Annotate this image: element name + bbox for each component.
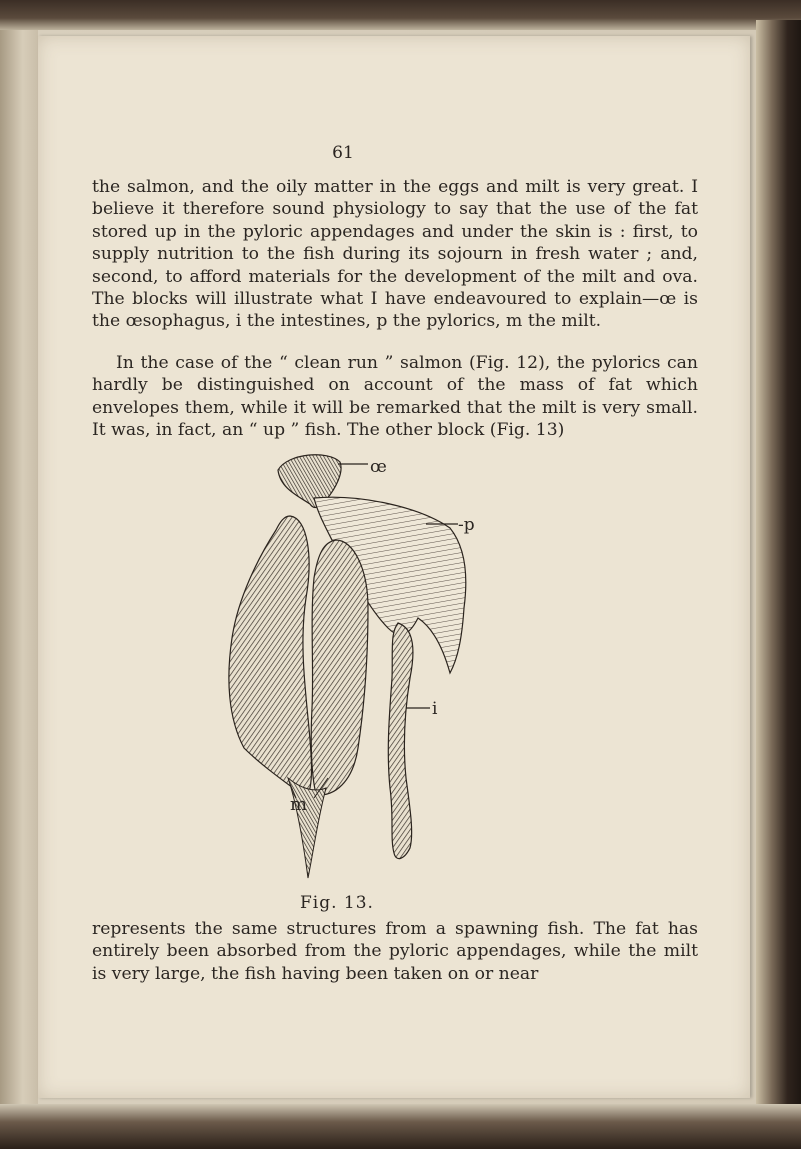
figure-illustration [218, 448, 488, 890]
paragraph-2 [92, 352, 698, 442]
label-milt: m [290, 794, 308, 815]
paragraph-3-text: represents the same structures from a spawning fish. The fat has entirely been absorbed from the pyloric appendages, while the milt is very large, the fish having been taken on or near [92, 919, 698, 984]
milt-left-lobe-shape [229, 516, 312, 798]
paragraph-2-text: In the case of the “ clean run ” salmon (Fig. 12), the pylorics can hardly be distinguished on account of the mass of fat which envelopes them, while it will be remarked that the milt is very small. It was, in fact, an “ up ” fish. The other block (Fig. 13) [92, 353, 698, 441]
book-bottom-edge [0, 1104, 801, 1149]
figure-13 [218, 448, 488, 890]
book-top-edge [0, 0, 801, 30]
book-left-gutter [0, 30, 38, 1104]
intestine-shape [388, 623, 413, 859]
paragraph-1-text: the salmon, and the oily matter in the eggs and milt is very great. I believe it therefore sound physiology to say that the use of the fat stored up in the pyloric appendages and under the skin is : first, to supply nutrition to the fish during its sojourn in fresh water ; and, second, to afford materials for the development of the milt and ova. The blocks will illustrate what I have endeavoured to explain—œ is the œsophagus, i the intestines, p the pylorics, m the milt. [92, 177, 698, 332]
paragraph-1 [92, 176, 698, 333]
label-oesophagus: œ [370, 457, 387, 477]
label-intestines: i [432, 699, 438, 719]
page-number: 61 [332, 143, 354, 163]
book-right-edge [756, 20, 801, 1130]
paragraph-3 [92, 918, 698, 985]
milt-right-lobe-shape [311, 540, 368, 795]
label-pylorics: -p [458, 515, 475, 535]
figure-caption: Fig. 13. [300, 893, 374, 913]
